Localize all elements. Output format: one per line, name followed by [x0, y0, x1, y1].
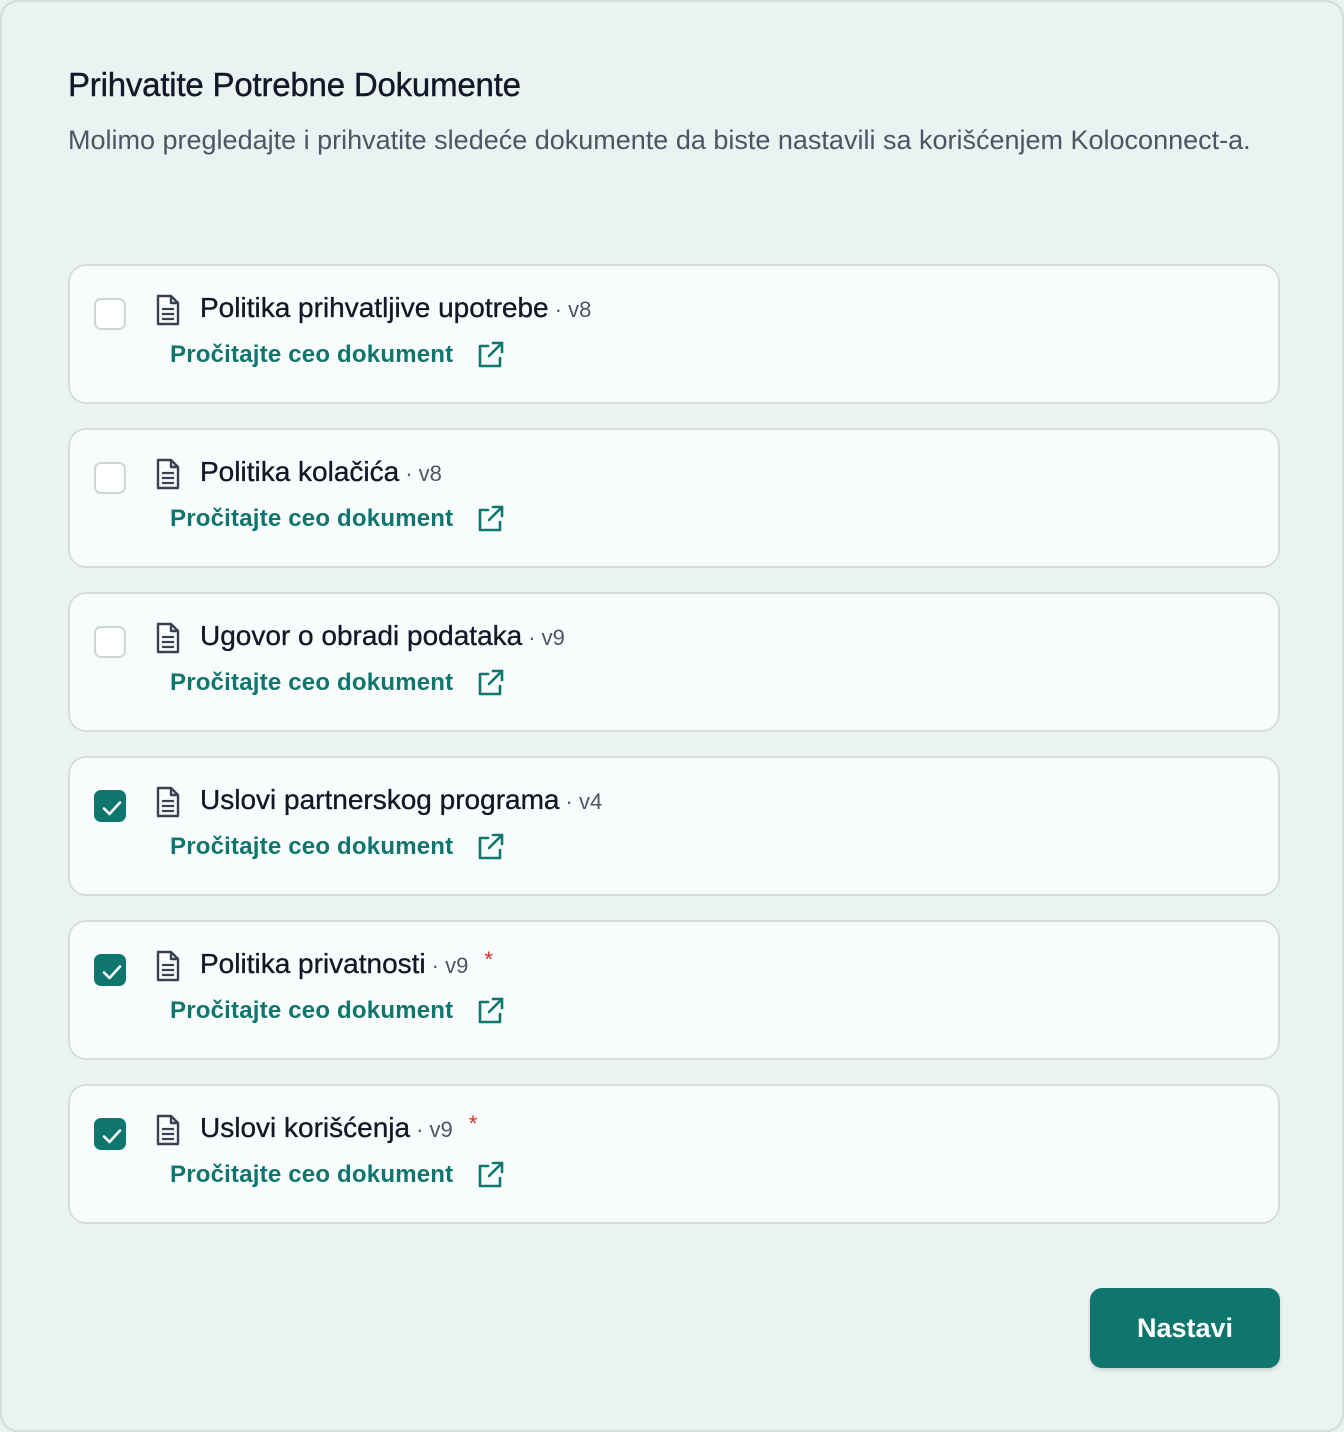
external-link-icon [475, 832, 505, 862]
file-text-icon [154, 458, 182, 490]
document-title-row [200, 1112, 477, 1148]
read-link-label: Pročitajte ceo dokument [170, 833, 454, 860]
document-title: Politika prihvatljive upotrebe [200, 292, 549, 323]
read-link-label: Pročitajte ceo dokument [170, 341, 454, 368]
read-full-document-link[interactable] [170, 1160, 505, 1190]
read-full-document-link[interactable] [170, 504, 505, 534]
document-card [68, 592, 1280, 732]
read-link-label: Pročitajte ceo dokument [170, 997, 454, 1024]
dialog-title: Prihvatite Potrebne Dokumente [68, 66, 521, 103]
file-text-icon [154, 950, 182, 982]
file-text-icon [154, 622, 182, 654]
document-card [68, 756, 1280, 896]
document-version: · v9 [431, 953, 469, 978]
continue-button[interactable]: Nastavi [1090, 1288, 1280, 1368]
required-marker: * [468, 1111, 478, 1136]
document-title: Uslovi partnerskog programa [200, 784, 560, 815]
document-checkbox[interactable] [94, 954, 126, 986]
document-card [68, 1084, 1280, 1224]
check-icon [100, 1124, 124, 1148]
document-checkbox[interactable] [94, 462, 126, 494]
document-card [68, 920, 1280, 1060]
document-title-row [200, 620, 565, 656]
document-checkbox[interactable] [94, 1118, 126, 1150]
external-link-icon [475, 996, 505, 1026]
read-link-label: Pročitajte ceo dokument [170, 669, 454, 696]
read-link-label: Pročitajte ceo dokument [170, 505, 454, 532]
document-title: Uslovi korišćenja [200, 1112, 411, 1143]
document-card [68, 428, 1280, 568]
document-title: Politika kolačića [200, 456, 400, 487]
document-version: · v9 [416, 1117, 453, 1142]
read-link-label: Pročitajte ceo dokument [170, 1161, 454, 1188]
check-icon [100, 960, 124, 984]
external-link-icon [475, 340, 505, 370]
read-full-document-link[interactable] [170, 668, 505, 698]
document-version: · v9 [528, 625, 565, 650]
document-version: · v8 [405, 461, 442, 486]
external-link-icon [475, 1160, 505, 1190]
document-title-row [200, 456, 442, 492]
file-text-icon [154, 1114, 182, 1146]
document-version: · v8 [554, 297, 592, 322]
document-checkbox[interactable] [94, 626, 126, 658]
document-title-row [200, 784, 602, 820]
document-card [68, 264, 1280, 404]
document-list [68, 264, 1280, 1248]
required-marker: * [484, 947, 493, 972]
read-full-document-link[interactable] [170, 832, 505, 862]
read-full-document-link[interactable] [170, 996, 505, 1026]
dialog-subtitle: Molimo pregledajte i prihvatite sledeće dokumente da biste nastavili sa korišćenjem Koloconnect-a. [68, 125, 1251, 155]
document-title-row [200, 292, 591, 328]
read-full-document-link[interactable] [170, 340, 505, 370]
file-text-icon [154, 294, 182, 326]
document-title-row [200, 948, 493, 984]
document-version: · v4 [565, 789, 603, 814]
check-icon [100, 796, 124, 820]
document-checkbox[interactable] [94, 298, 126, 330]
document-title: Politika privatnosti [200, 948, 426, 979]
external-link-icon [475, 504, 505, 534]
file-text-icon [154, 786, 182, 818]
external-link-icon [475, 668, 505, 698]
document-title: Ugovor o obradi podataka [200, 620, 523, 651]
document-checkbox[interactable] [94, 790, 126, 822]
